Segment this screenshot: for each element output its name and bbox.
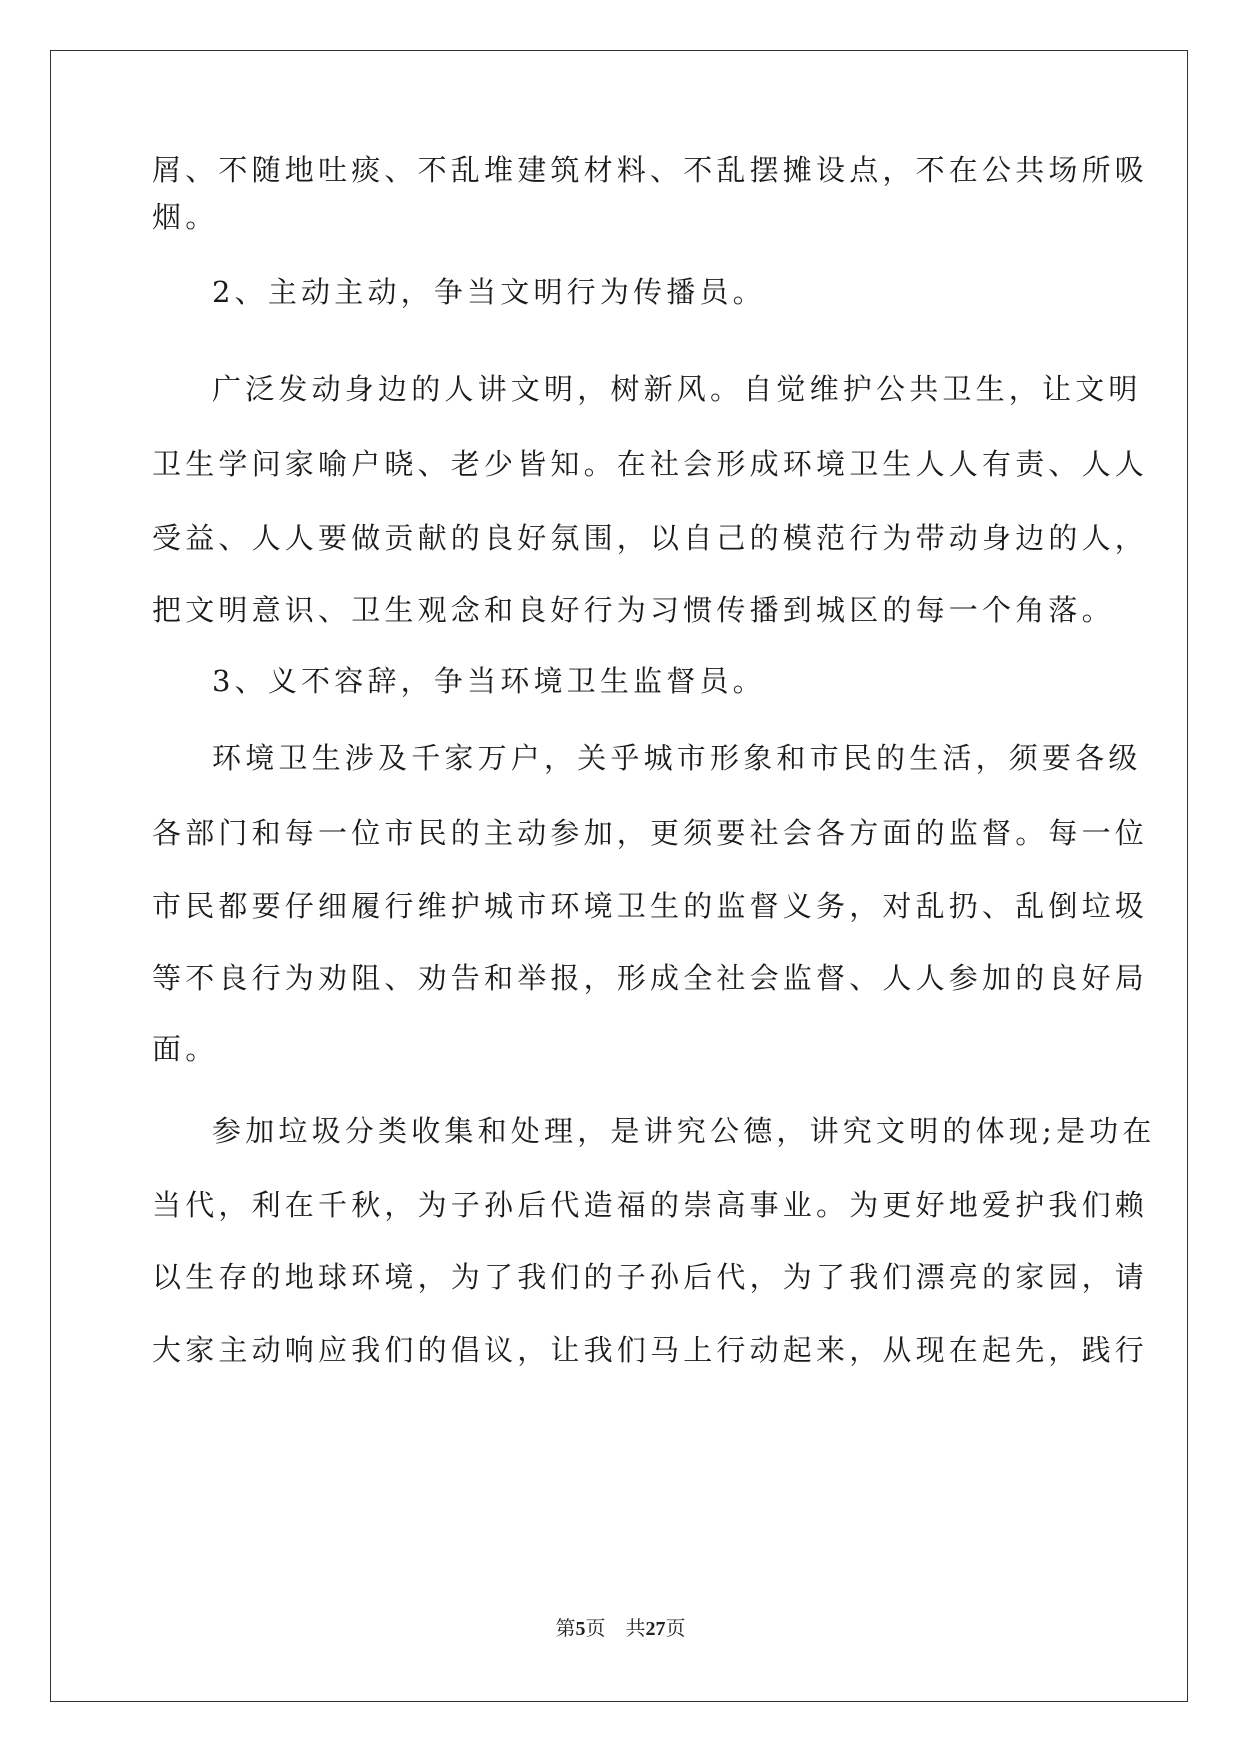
text-line: 各部门和每一位市民的主动参加，更须要社会各方面的监督。每一位 — [152, 816, 1149, 850]
total-pages-suffix: 页 — [665, 1618, 686, 1640]
section-heading-2: 2、主动主动，争当文明行为传播员。 — [212, 275, 766, 309]
text-line: 环境卫生涉及千家万户，关乎城市形象和市民的生活，须要各级 — [212, 741, 1142, 775]
page-number-prefix: 第 — [555, 1618, 576, 1640]
text-line: 当代，利在千秋，为子孙后代造福的崇高事业。为更好地爱护我们赖 — [152, 1188, 1149, 1222]
text-line: 以生存的地球环境，为了我们的子孙后代，为了我们漂亮的家园，请 — [152, 1260, 1149, 1294]
text-line: 烟。 — [152, 200, 219, 234]
text-line: 受益、人人要做贡献的良好氛围，以自己的模范行为带动身边的人， — [152, 521, 1149, 555]
total-pages-prefix: 共 — [625, 1618, 646, 1640]
total-pages: 27 — [645, 1618, 666, 1640]
page-number-suffix: 页 — [585, 1618, 606, 1640]
text-line: 屑、不随地吐痰、不乱堆建筑材料、不乱摆摊设点，不在公共场所吸 — [152, 153, 1149, 187]
text-line: 面。 — [152, 1032, 219, 1066]
text-line: 把文明意识、卫生观念和良好行为习惯传播到城区的每一个角落。 — [152, 593, 1115, 627]
page-footer — [0, 1612, 1241, 1641]
text-line: 卫生学问家喻户晓、老少皆知。在社会形成环境卫生人人有责、人人 — [152, 447, 1149, 481]
page-number: 5 — [575, 1618, 586, 1640]
text-line: 等不良行为劝阻、劝告和举报，形成全社会监督、人人参加的良好局 — [152, 961, 1149, 995]
text-line: 参加垃圾分类收集和处理，是讲究公德，讲究文明的体现;是功在 — [212, 1114, 1156, 1148]
text-line: 市民都要仔细履行维护城市环境卫生的监督义务，对乱扔、乱倒垃圾 — [152, 889, 1149, 923]
section-heading-3: 3、义不容辞，争当环境卫生监督员。 — [212, 664, 766, 698]
text-line: 大家主动响应我们的倡议，让我们马上行动起来，从现在起先，践行 — [152, 1333, 1149, 1367]
text-line: 广泛发动身边的人讲文明，树新风。自觉维护公共卫生，让文明 — [212, 372, 1142, 406]
